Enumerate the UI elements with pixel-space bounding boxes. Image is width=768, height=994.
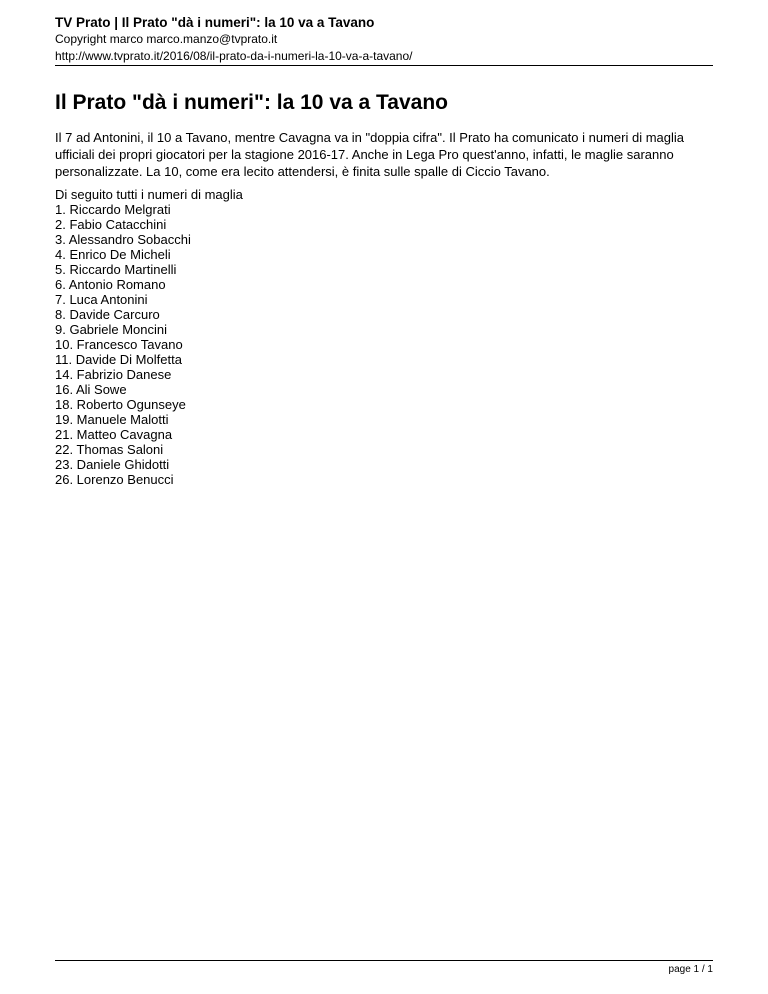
- roster-item: 2. Fabio Catacchini: [55, 217, 167, 232]
- roster-item: 23. Daniele Ghidotti: [55, 457, 170, 472]
- roster-section: [55, 187, 705, 487]
- roster-item: 26. Lorenzo Benucci: [55, 472, 174, 487]
- roster-item: 1. Riccardo Melgrati: [55, 202, 171, 217]
- header-copyright: Copyright marco marco.manzo@tvprato.it: [55, 32, 278, 46]
- roster-list: [55, 202, 705, 487]
- header-title: TV Prato | Il Prato "dà i numeri": la 10 va a Tavano: [55, 15, 375, 30]
- header-url: http://www.tvprato.it/2016/08/il-prato-da-i-numeri-la-10-va-a-tavano/: [55, 49, 413, 63]
- article-title: Il Prato "dà i numeri": la 10 va a Tavano: [55, 91, 448, 114]
- article-lead: Il 7 ad Antonini, il 10 a Tavano, mentre Cavagna va in "doppia cifra". Il Prato ha comunicato i numeri di maglia ufficiali dei propri giocatori per la stagione 2016-17. Anche in Lega Pro quest'anno, infatti, le maglie saranno personalizzate. La 10, come era lecito attendersi, è finita sulle spalle di Ciccio Tavano.: [55, 130, 685, 179]
- roster-item: 8. Davide Carcuro: [55, 307, 160, 322]
- roster-item: 10. Francesco Tavano: [55, 337, 183, 352]
- roster-item: 14. Fabrizio Danese: [55, 367, 172, 382]
- footer-divider: [55, 960, 713, 961]
- document-header: [55, 14, 713, 65]
- roster-item: 4. Enrico De Micheli: [55, 247, 171, 262]
- roster-item: 19. Manuele Malotti: [55, 412, 169, 427]
- roster-item: 9. Gabriele Moncini: [55, 322, 167, 337]
- roster-item: 16. Ali Sowe: [55, 382, 127, 397]
- page-number: page 1 / 1: [668, 964, 713, 975]
- roster-item: 6. Antonio Romano: [55, 277, 166, 292]
- roster-intro: Di seguito tutti i numeri di maglia: [55, 187, 243, 202]
- header-divider: [55, 65, 713, 66]
- roster-item: 21. Matteo Cavagna: [55, 427, 173, 442]
- roster-item: 5. Riccardo Martinelli: [55, 262, 177, 277]
- roster-item: 7. Luca Antonini: [55, 292, 148, 307]
- roster-item: 22. Thomas Saloni: [55, 442, 164, 457]
- roster-item: 18. Roberto Ogunseye: [55, 397, 186, 412]
- roster-item: 11. Davide Di Molfetta: [55, 352, 182, 367]
- roster-item: 3. Alessandro Sobacchi: [55, 232, 191, 247]
